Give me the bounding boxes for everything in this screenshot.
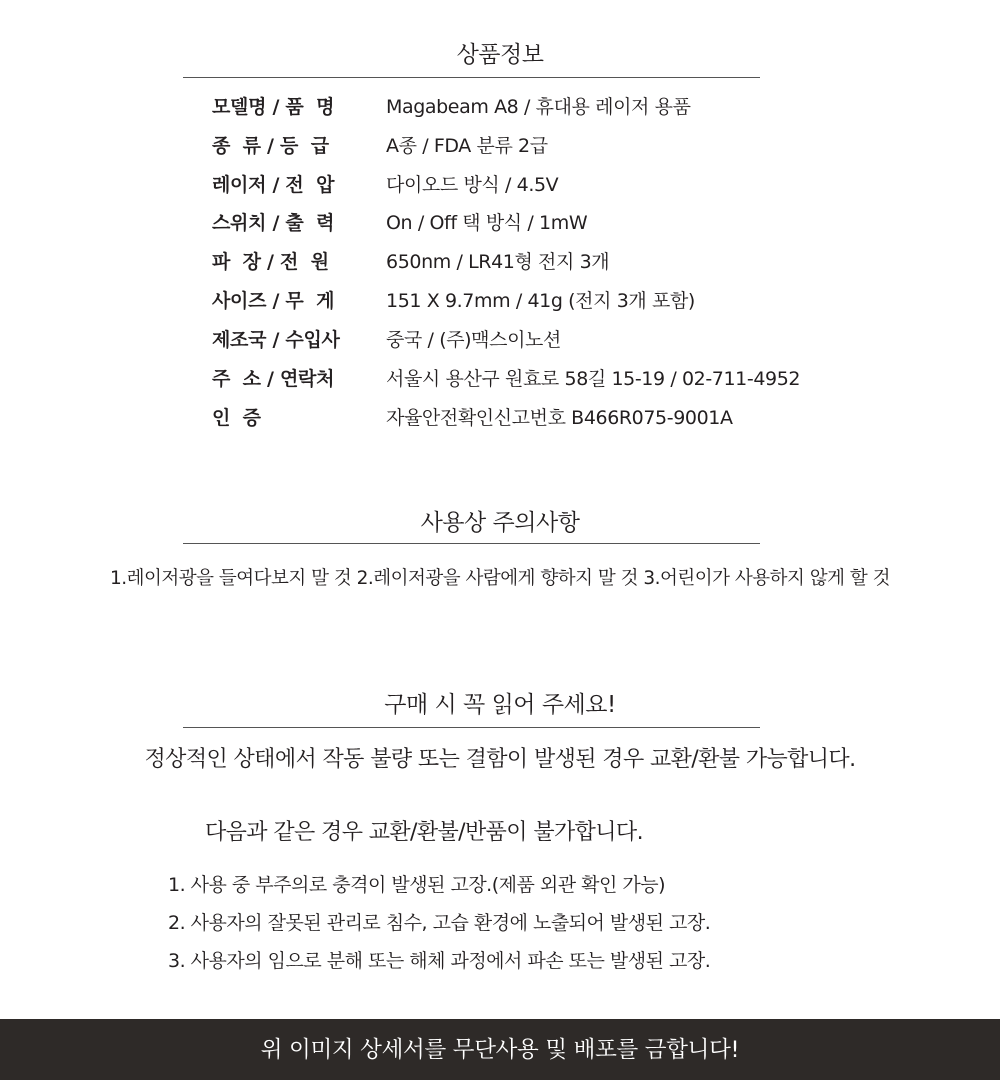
spec-row-model xyxy=(0,94,1000,132)
footer-text: 위 이미지 상세서를 무단사용 및 배포를 금합니다! xyxy=(260,1037,740,1063)
spec-value: A종 / FDA 분류 2급 xyxy=(386,135,548,157)
spec-value: On / Off 택 방식 / 1mW xyxy=(386,212,588,234)
caution-text: 1.레이저광을 들여다보지 말 것 2.레이저광을 사람에게 향하지 말 것 3.어린이가 사용하지 않게 할 것 xyxy=(109,568,890,589)
spec-value: 자율안전확인신고번호 B466R075-9001A xyxy=(386,407,733,429)
spec-label: 인 증 xyxy=(212,407,261,429)
spec-label: 주 소 / 연락처 xyxy=(212,368,335,390)
spec-row-switch-output xyxy=(0,210,1000,248)
spec-row-origin-importer xyxy=(0,327,1000,365)
spec-label: 스위치 / 출 력 xyxy=(212,212,335,234)
spec-value: 650nm / LR41형 전지 3개 xyxy=(386,251,610,273)
spec-row-certification xyxy=(0,405,1000,443)
spec-label: 모델명 / 품 명 xyxy=(212,96,335,118)
notice-title: 구매 시 꼭 읽어 주세요! xyxy=(384,692,616,718)
spec-row-wavelength-power xyxy=(0,249,1000,287)
product-info-title: 상품정보 xyxy=(456,42,544,68)
caution-divider xyxy=(183,543,760,544)
spec-label: 레이저 / 전 압 xyxy=(212,174,335,196)
footer-banner xyxy=(0,1019,1000,1080)
spec-label: 종 류 / 등 급 xyxy=(212,135,329,157)
notice-subheading: 다음과 같은 경우 교환/환불/반품이 불가합니다. xyxy=(205,820,643,845)
notice-divider xyxy=(183,727,760,728)
list-item: 3. 사용자의 임으로 분해 또는 해체 과정에서 파손 또는 발생된 고장. xyxy=(168,950,711,972)
spec-row-address-contact xyxy=(0,366,1000,404)
spec-row-size-weight xyxy=(0,288,1000,326)
spec-value: 서울시 용산구 원효로 58길 15-19 / 02-711-4952 xyxy=(386,368,801,390)
caution-title: 사용상 주의사항 xyxy=(420,510,580,536)
spec-label: 파 장 / 전 원 xyxy=(212,251,329,273)
spec-value: Magabeam A8 / 휴대용 레이저 용품 xyxy=(386,96,691,118)
spec-value: 중국 / (주)맥스이노션 xyxy=(386,329,561,351)
spec-value: 다이오드 방식 / 4.5V xyxy=(386,174,559,196)
spec-row-type-grade xyxy=(0,133,1000,171)
list-item: 1. 사용 중 부주의로 충격이 발생된 고장.(제품 외관 확인 가능) xyxy=(168,874,665,896)
spec-row-laser-voltage xyxy=(0,172,1000,210)
spec-value: 151 X 9.7mm / 41g (전지 3개 포함) xyxy=(386,290,695,312)
notice-lead-text: 정상적인 상태에서 작동 불량 또는 결함이 발생된 경우 교환/환불 가능합니다. xyxy=(144,747,856,772)
list-item: 2. 사용자의 잘못된 관리로 침수, 고습 환경에 노출되어 발생된 고장. xyxy=(168,912,711,934)
spec-label: 제조국 / 수입사 xyxy=(212,329,340,351)
product-info-divider xyxy=(183,77,760,78)
spec-label: 사이즈 / 무 게 xyxy=(212,290,335,312)
